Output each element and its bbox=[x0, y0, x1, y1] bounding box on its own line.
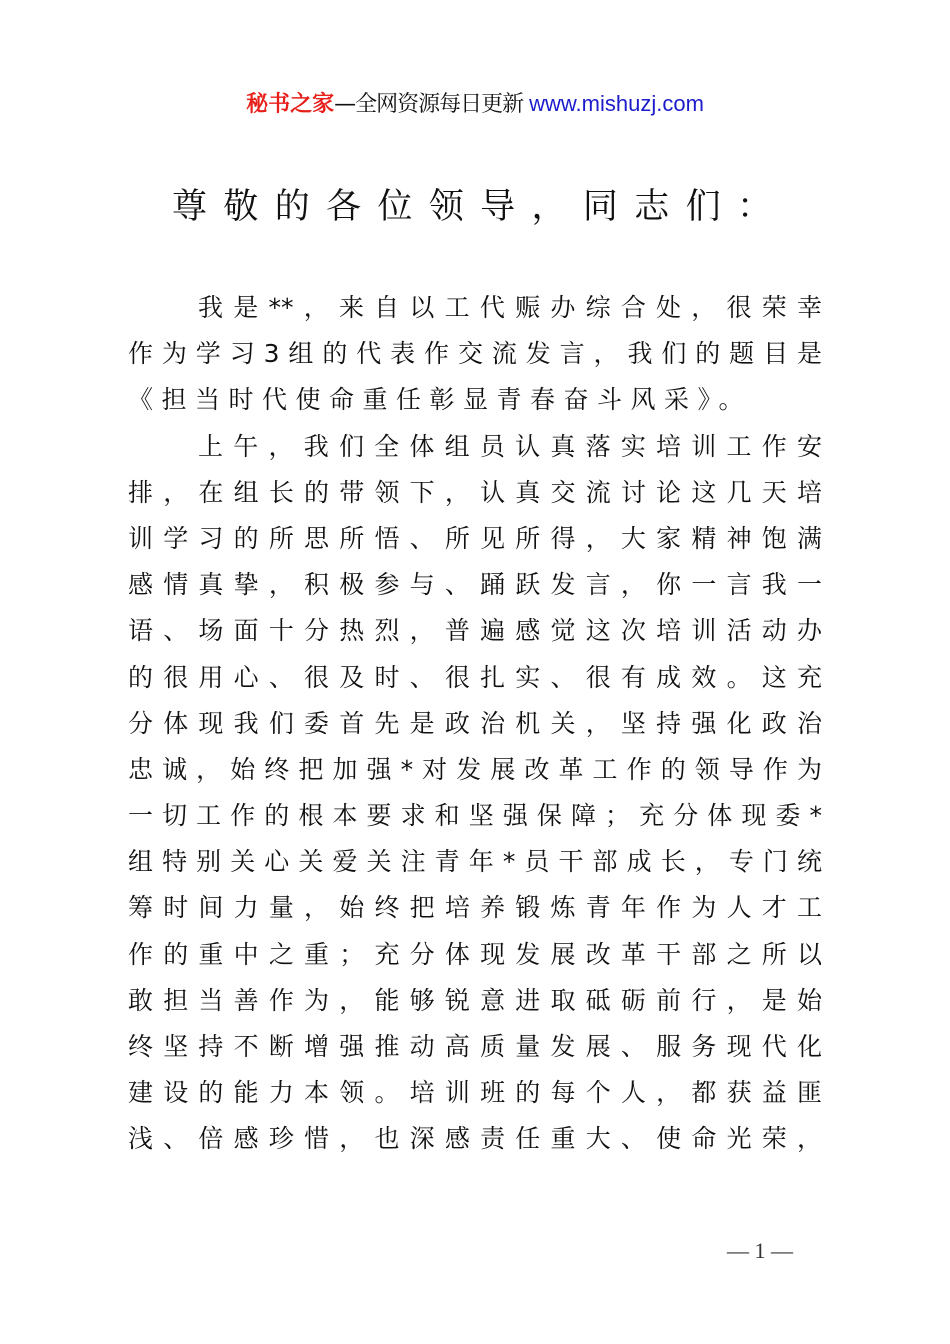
text-line: 浅、倍感珍惜，也深感责任重大、使命光荣， bbox=[128, 1124, 822, 1154]
text-line: 我是**，来自以工代赈办综合处，很荣幸 bbox=[198, 293, 822, 322]
text-line: 上午，我们全体组员认真落实培训工作安 bbox=[198, 431, 822, 461]
text-line: 作为学习3组的代表作交流发言，我们的题目是 bbox=[128, 339, 822, 369]
text-line: 的很用心、很及时、很扎实、很有成效。这充 bbox=[128, 662, 822, 692]
text-line: 终坚持不断增强推动高质量发展、服务现代化 bbox=[128, 1032, 822, 1061]
body-text bbox=[128, 285, 822, 1163]
brand-name: 秘书之家 bbox=[246, 92, 335, 117]
text-line: 忠诚，始终把加强*对发展改革工作的领导作为 bbox=[128, 754, 822, 784]
text-line: 敢担当善作为，能够锐意进取砥砺前行，是始 bbox=[128, 985, 822, 1015]
text-line: 筹时间力量，始终把培养锻炼青年作为人才工 bbox=[128, 893, 822, 923]
text-line: 作的重中之重；充分体现发展改革干部之所以 bbox=[128, 939, 822, 969]
text-line: 建设的能力本领。培训班的每个人，都获益匪 bbox=[128, 1078, 822, 1108]
text-line: 《担当时代使命重任彰显青春奋斗风采》。 bbox=[128, 385, 753, 415]
text-line: 感情真挚，积极参与、踊跃发言，你一言我一 bbox=[128, 570, 822, 600]
text-line: 语、场面十分热烈，普遍感觉这次培训活动办 bbox=[128, 616, 822, 646]
text-line: 一切工作的根本要求和坚强保障；充分体现委* bbox=[128, 801, 822, 831]
text-line: 训学习的所思所悟、所见所得，大家精神饱满 bbox=[128, 523, 822, 553]
text-line: 排，在组长的带领下，认真交流讨论这几天培 bbox=[128, 477, 822, 507]
salutation: 尊敬的各位领导，同志们： bbox=[172, 187, 772, 227]
page-number: — 1 — bbox=[727, 1238, 793, 1263]
text-line: 分体现我们委首先是政治机关，坚持强化政治 bbox=[128, 708, 822, 738]
text-line: 组特别关心关爱关注青年*员干部成长，专门统 bbox=[128, 847, 822, 877]
site-header bbox=[0, 88, 950, 121]
slogan: —全网资源每日更新 bbox=[334, 92, 524, 117]
site-url-link[interactable]: www.mishuzj.com bbox=[529, 91, 704, 116]
